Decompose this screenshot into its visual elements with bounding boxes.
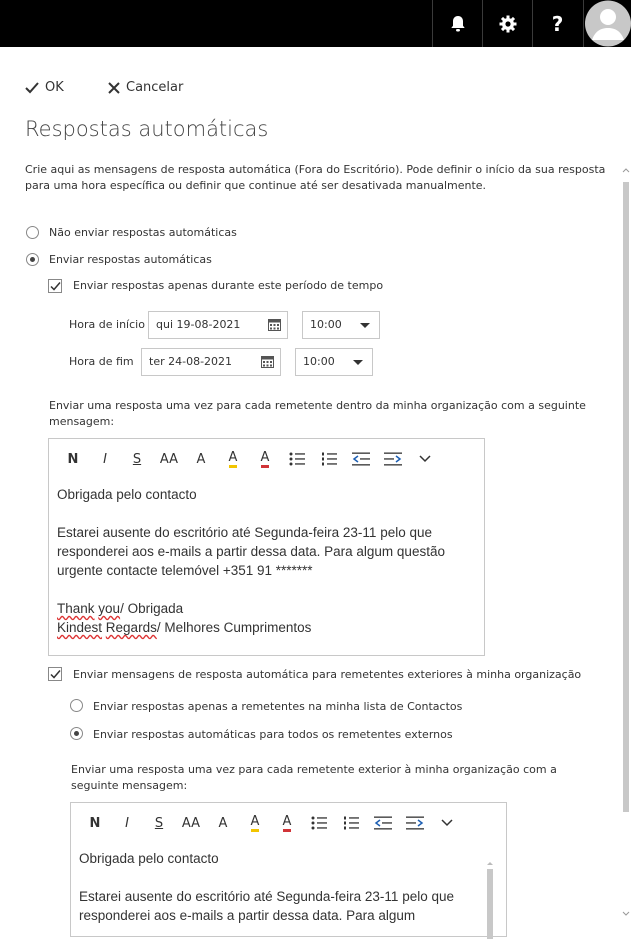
decrease-indent-button[interactable] xyxy=(367,813,399,833)
scroll-thumb[interactable] xyxy=(623,182,629,812)
notifications-button[interactable] xyxy=(432,0,482,47)
bell-icon xyxy=(450,15,466,33)
internal-message-body[interactable] xyxy=(57,485,445,637)
message-line: Estarei ausente do escritório até Segunda-feira 23-11 pelo que xyxy=(57,525,432,540)
message-line: urgente contacte telemóvel +351 91 ******* xyxy=(57,563,313,578)
all-external-radio[interactable] xyxy=(70,727,83,740)
send-reply-label: Enviar respostas automáticas xyxy=(49,253,212,266)
italic-button[interactable]: I xyxy=(103,451,107,467)
external-message-label: Enviar uma resposta uma vez para cada remetente exterior à minha organização com a seguinte mensagem: xyxy=(71,763,557,792)
calendar-icon xyxy=(268,319,281,331)
start-date-picker[interactable] xyxy=(148,311,288,339)
message-line: Thank you/ Obrigada xyxy=(57,601,184,616)
time-period-checkbox[interactable] xyxy=(48,279,62,293)
start-time-label: Hora de início xyxy=(69,318,145,331)
outdent-icon xyxy=(352,452,370,466)
calendar-icon xyxy=(261,356,274,368)
more-formatting-button[interactable] xyxy=(431,813,463,833)
help-button[interactable] xyxy=(532,0,582,47)
checkmark-icon xyxy=(25,82,39,94)
settings-button[interactable] xyxy=(482,0,532,47)
end-time-value: 10:00 xyxy=(303,355,335,368)
grow-font-button[interactable]: A xyxy=(196,451,206,467)
top-bar xyxy=(0,0,631,47)
message-line: Obrigada pelo contacto xyxy=(57,487,197,502)
bold-button[interactable]: N xyxy=(67,451,79,467)
indent-icon xyxy=(406,816,424,830)
cancel-label: Cancelar xyxy=(126,80,184,95)
bullets-button[interactable] xyxy=(281,449,313,469)
font-color-button[interactable]: A xyxy=(249,449,281,469)
bold-button[interactable]: N xyxy=(89,815,101,831)
external-message-editor[interactable] xyxy=(70,802,507,937)
bullet-list-icon xyxy=(289,452,305,466)
end-time-label: Hora de fim xyxy=(69,355,134,368)
formatting-toolbar xyxy=(57,449,441,469)
end-time-select[interactable] xyxy=(295,348,373,376)
end-date-value: ter 24-08-2021 xyxy=(149,355,233,368)
chevron-down-icon xyxy=(353,360,363,365)
italic-button[interactable]: I xyxy=(125,815,129,831)
contacts-only-label: Enviar respostas apenas a remetentes na minha lista de Contactos xyxy=(93,700,463,713)
decrease-indent-button[interactable] xyxy=(345,449,377,469)
external-checkbox[interactable] xyxy=(48,667,62,681)
ok-button[interactable] xyxy=(25,80,64,95)
font-size-button[interactable]: AA xyxy=(181,815,201,831)
underline-button[interactable]: S xyxy=(154,815,164,831)
numbered-list-icon xyxy=(343,816,359,830)
scroll-up-icon xyxy=(486,860,494,866)
cancel-button[interactable] xyxy=(108,80,183,95)
increase-indent-button[interactable] xyxy=(399,813,431,833)
start-date-value: qui 19-08-2021 xyxy=(156,318,241,331)
font-size-button[interactable]: AA xyxy=(159,451,179,467)
indent-icon xyxy=(384,452,402,466)
formatting-toolbar xyxy=(79,813,463,833)
chevron-down-icon xyxy=(441,819,453,827)
start-time-value: 10:00 xyxy=(310,318,342,331)
bullets-button[interactable] xyxy=(303,813,335,833)
outdent-icon xyxy=(374,816,392,830)
ok-label: OK xyxy=(45,80,64,95)
internal-message-editor[interactable] xyxy=(48,438,485,656)
all-external-label: Enviar respostas automáticas para todos os remetentes externos xyxy=(93,728,453,741)
grow-font-button[interactable]: A xyxy=(218,815,228,831)
numbered-list-icon xyxy=(321,452,337,466)
page-title: Respostas automáticas xyxy=(25,117,269,141)
message-line: Obrigada pelo contacto xyxy=(79,851,219,866)
no-reply-label: Não enviar respostas automáticas xyxy=(49,226,237,239)
contacts-only-radio[interactable] xyxy=(70,699,83,712)
help-icon: ? xyxy=(551,11,564,36)
page-description: Crie aqui as mensagens de resposta automática (Fora do Escritório). Pode definir o início da sua resposta para uma hora específica ou definir que continue até ser desativada manualmente. xyxy=(25,163,606,192)
numbering-button[interactable] xyxy=(335,813,367,833)
highlight-button[interactable]: A xyxy=(239,813,271,833)
font-color-button[interactable]: A xyxy=(271,813,303,833)
checkmark-icon xyxy=(50,669,61,680)
user-avatar-icon xyxy=(584,0,631,47)
internal-message-label: Enviar uma resposta uma vez para cada remetente dentro da minha organização com a seguinte mensagem: xyxy=(49,399,586,428)
numbering-button[interactable] xyxy=(313,449,345,469)
increase-indent-button[interactable] xyxy=(377,449,409,469)
message-line: responderei aos e-mails a partir dessa data. Para algum questão xyxy=(57,544,445,559)
start-time-select[interactable] xyxy=(302,311,380,339)
gear-icon xyxy=(499,15,517,33)
bullet-list-icon xyxy=(311,816,327,830)
time-period-label: Enviar respostas apenas durante este período de tempo xyxy=(73,279,384,292)
underline-button[interactable]: S xyxy=(132,451,142,467)
message-line: responderei aos e-mails a partir dessa data. Para algum xyxy=(79,908,416,923)
external-message-body[interactable] xyxy=(79,849,454,925)
end-date-picker[interactable] xyxy=(141,348,281,376)
no-reply-radio[interactable] xyxy=(26,226,39,239)
scroll-thumb[interactable] xyxy=(487,869,493,939)
message-line: Kindest Regards/ Melhores Cumprimentos xyxy=(57,620,312,635)
checkmark-icon xyxy=(50,281,61,292)
scroll-up-icon xyxy=(621,166,631,174)
chevron-down-icon xyxy=(419,455,431,463)
external-enable-label: Enviar mensagens de resposta automática para remetentes exteriores à minha organização xyxy=(73,668,582,681)
close-icon xyxy=(108,82,120,94)
avatar[interactable] xyxy=(583,0,631,47)
highlight-button[interactable]: A xyxy=(217,449,249,469)
chevron-down-icon xyxy=(360,323,370,328)
scrollbar[interactable] xyxy=(621,162,631,922)
editor-scrollbar[interactable] xyxy=(486,851,494,941)
more-formatting-button[interactable] xyxy=(409,449,441,469)
message-line: Estarei ausente do escritório até Segunda-feira 23-11 pelo que xyxy=(79,889,454,904)
send-reply-radio[interactable] xyxy=(26,253,39,266)
scroll-down-icon xyxy=(621,910,631,918)
